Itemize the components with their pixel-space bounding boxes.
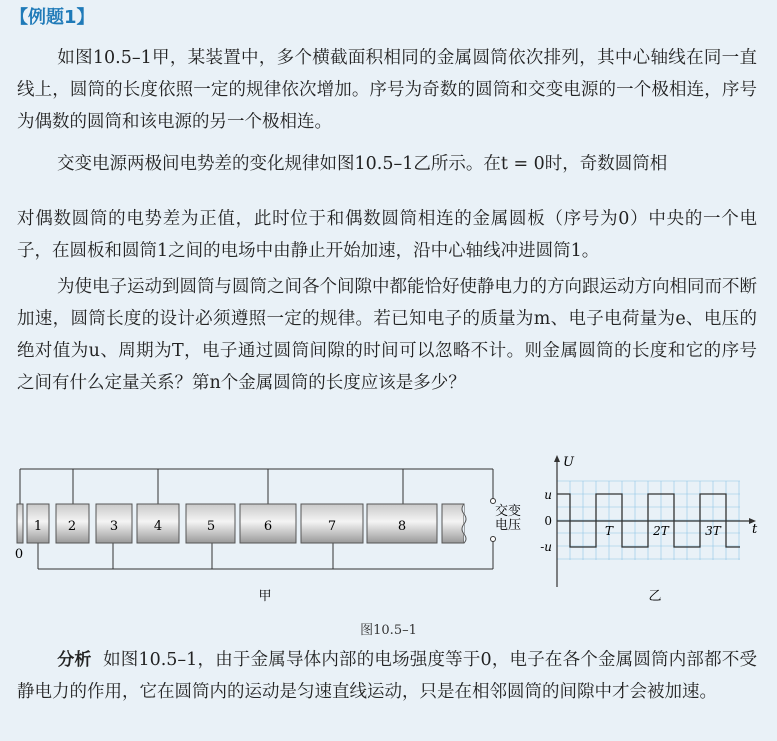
analysis-text: 如图10.5–1，由于金属导体内部的电场强度等于0，电子在各个金属圆筒内部都不受静电力的作用，它在圆筒内的运动是匀速直线运动，只是在相邻圆筒的间隙中才会被加速。 bbox=[17, 650, 758, 702]
tube-continuation bbox=[442, 504, 466, 543]
tick-T: T bbox=[604, 524, 614, 538]
source-label-1: 交变 bbox=[494, 504, 522, 519]
figure-10-5-1 bbox=[0, 452, 777, 642]
tube-5 bbox=[186, 504, 235, 543]
y-neg-label: -u bbox=[540, 540, 552, 554]
paragraph-2: 交变电源两极间电势差的变化规律如图10.5–1乙所示。在t = 0时，奇数圆筒相 bbox=[57, 154, 668, 174]
paragraph-3: 对偶数圆筒的电势差为正值，此时位于和偶数圆筒相连的金属圆板（序号为0）中央的一个电子，在圆板和圆筒1之间的电场中由静止开始加速，沿中心轴线冲进圆筒1。 bbox=[17, 209, 757, 261]
figure-caption: 图10.5–1 bbox=[360, 623, 417, 638]
example-title: 【例题1】 bbox=[10, 7, 95, 28]
tube-6 bbox=[240, 504, 296, 543]
y-zero-label: 0 bbox=[544, 514, 552, 528]
tube-7 bbox=[301, 504, 363, 543]
x-axis-label: t bbox=[752, 522, 758, 537]
tube-label: 7 bbox=[327, 519, 337, 534]
terminal-top bbox=[491, 499, 496, 504]
figure-svg bbox=[0, 452, 777, 622]
y-pos-label: u bbox=[544, 488, 552, 502]
tube-label: 6 bbox=[263, 519, 273, 534]
voltage-graph bbox=[540, 455, 758, 587]
tube-label: 4 bbox=[153, 519, 163, 534]
plate-label: 0 bbox=[14, 547, 24, 562]
y-axis-arrow bbox=[554, 455, 560, 462]
tube-label: 8 bbox=[397, 519, 407, 534]
terminal-bottom bbox=[491, 537, 496, 542]
tick-2T: 2T bbox=[653, 524, 669, 538]
tube-4 bbox=[137, 504, 179, 543]
paragraph-4: 为使电子运动到圆筒与圆筒之间各个间隙中都能恰好使静电力的方向跟运动方向相同而不断加速，圆筒长度的设计必须遵照一定的规律。若已知电子的质量为m、电子电荷量为e、电压的绝对值为u、周期为T，电子通过圆筒间隙的时间可以忽略不计。则金属圆筒的长度和它的序号之间有什么定量关系？第n个金属圆筒的长度应该是多少？ bbox=[17, 277, 757, 393]
analysis-label: 分析 bbox=[57, 650, 92, 670]
tick-3T: 3T bbox=[705, 524, 721, 538]
source-label-2: 电压 bbox=[494, 518, 522, 533]
paragraph-1: 如图10.5–1甲，某装置中，多个横截面积相同的金属圆筒依次排列，其中心轴线在同一直线上，圆筒的长度依照一定的规律依次增加。序号为奇数的圆筒和交变电源的一个极相连，序号为偶数的圆筒和该电源的另一个极相连。 bbox=[17, 48, 757, 132]
tube-label: 3 bbox=[109, 519, 119, 534]
y-axis-label: U bbox=[563, 455, 574, 470]
tube-3 bbox=[96, 504, 132, 543]
left-caption: 甲 bbox=[258, 589, 272, 604]
tube-label: 5 bbox=[206, 519, 216, 534]
tube-label: 2 bbox=[67, 519, 77, 534]
tube-label: 1 bbox=[33, 519, 43, 534]
right-caption: 乙 bbox=[648, 589, 662, 604]
tube-1 bbox=[27, 504, 49, 543]
tube-8 bbox=[367, 504, 437, 543]
plate-0 bbox=[17, 504, 23, 543]
analysis-paragraph bbox=[17, 644, 757, 708]
tube-2 bbox=[56, 504, 89, 543]
